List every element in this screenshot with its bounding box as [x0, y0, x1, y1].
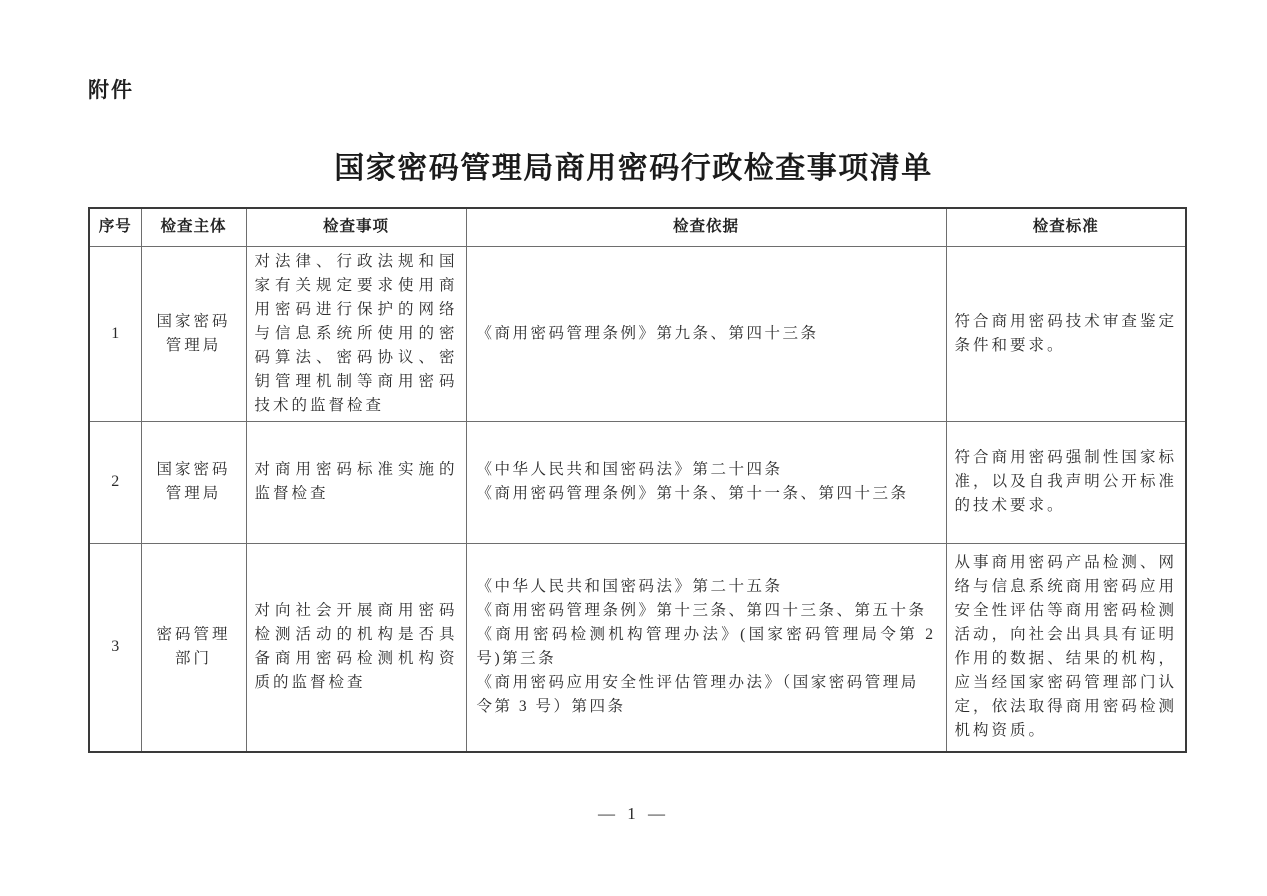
basis-line: 《中华人民共和国密码法》第二十四条	[476, 461, 783, 478]
inspection-table	[88, 207, 1187, 753]
basis-cell	[466, 543, 946, 752]
page-title: 国家密码管理局商用密码行政检查事项清单	[334, 152, 933, 185]
column-header-standard: 检查标准	[946, 208, 1186, 246]
page-number: — 1 —	[598, 804, 669, 823]
column-header-subject: 检查主体	[141, 208, 246, 246]
row-number-cell: 2	[89, 421, 141, 543]
item-cell: 对向社会开展商用密码检测活动的机构是否具备商用密码检测机构资质的监督检查	[246, 543, 466, 752]
basis-line: 《商用密码检测机构管理办法》(国家密码管理局令第 2 号)第三条	[476, 626, 936, 668]
basis-cell	[466, 421, 946, 543]
table-body	[89, 246, 1186, 752]
standard-cell: 符合商用密码强制性国家标准，以及自我声明公开标准的技术要求。	[946, 421, 1186, 543]
subject-cell: 国家密码管理局	[141, 246, 246, 421]
basis-line: 《商用密码管理条例》第十三条、第四十三条、第五十条	[476, 602, 927, 620]
item-cell: 对商用密码标准实施的监督检查	[246, 421, 466, 543]
subject-cell: 国家密码管理局	[141, 421, 246, 543]
table-row	[89, 246, 1186, 421]
attachment-label: 附件	[88, 79, 134, 102]
row-number-cell: 3	[89, 543, 141, 752]
item-cell: 对法律、行政法规和国家有关规定要求使用商用密码进行保护的网络与信息系统所使用的密码算法、密码协议、密钥管理机制等商用密码技术的监督检查	[246, 246, 466, 421]
basis-cell	[466, 246, 946, 421]
column-header-no: 序号	[89, 208, 141, 246]
column-header-basis: 检查依据	[466, 208, 946, 246]
table-header-row	[89, 208, 1186, 246]
basis-line: 《商用密码管理条例》第九条、第四十三条	[476, 324, 819, 342]
basis-line: 《商用密码管理条例》第十条、第十一条、第四十三条	[476, 485, 909, 502]
basis-line: 《中华人民共和国密码法》第二十五条	[476, 578, 783, 596]
table-row	[89, 421, 1186, 543]
standard-cell: 从事商用密码产品检测、网络与信息系统商用密码应用安全性评估等商用密码检测活动，向社会出具具有证明作用的数据、结果的机构，应当经国家密码管理部门认定，依法取得商用密码检测机构资质。	[946, 543, 1186, 752]
standard-cell: 符合商用密码技术审查鉴定条件和要求。	[946, 246, 1186, 421]
basis-line: 《商用密码应用安全性评估管理办法》（国家密码管理局令第 3 号）第四条	[476, 674, 919, 716]
row-number-cell: 1	[89, 246, 141, 421]
column-header-item: 检查事项	[246, 208, 466, 246]
table-row	[89, 543, 1186, 752]
subject-cell: 密码管理部门	[141, 543, 246, 752]
